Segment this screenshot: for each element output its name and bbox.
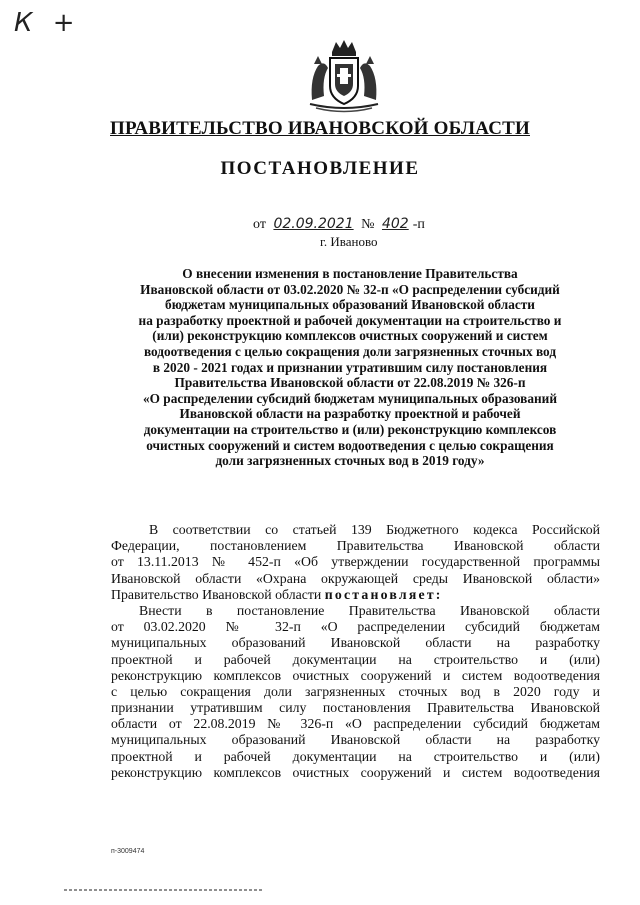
footer-document-code: п-3009474 — [111, 848, 145, 855]
paragraph-line: Федерации, постановлением Правительства Ивановской области — [111, 538, 600, 554]
coat-of-arms-emblem — [302, 38, 386, 116]
paragraph-line: Внести в постановление Правительства Ивановской области — [139, 602, 600, 618]
paragraph-line: проектной и рабочей документации на строительство и (или) — [111, 651, 600, 667]
document-date: 02.09.2021 — [273, 216, 354, 232]
paragraph-line — [111, 587, 600, 603]
heading-line: Правительства Ивановской области от 22.08.2019 № 326-п — [174, 375, 526, 391]
resolution-subject: Правительство Ивановской области — [111, 586, 322, 602]
heading-line: документации на строительство и (или) реконструкцию комплексов — [143, 421, 557, 437]
heading-line: очистных сооружений и систем водоотведения с целью сокращения — [146, 437, 554, 453]
paragraph-line: проектной и рабочей документации на строительство и (или) — [111, 748, 600, 764]
document-number: 402 — [381, 216, 409, 232]
paragraph-line: с целью сокращения доли загрязненных сточных вод в 2020 году и — [111, 683, 600, 699]
heading-line: на разработку проектной и рабочей документации на строительство и — [138, 312, 562, 328]
paragraph-line: Ивановской области «Охрана окружающей среды Ивановской области» — [111, 570, 600, 586]
handwritten-mark: К + — [14, 8, 81, 38]
paragraph-line: от 13.11.2013 № 452-п «Об утверждении государственной программы — [111, 554, 600, 570]
paragraph-line: реконструкцию комплексов очистных сооружений и систем водоотведения — [111, 764, 600, 780]
paragraph-line: от 03.02.2020 № 32-п «О распределении субсидий бюджетам — [111, 619, 600, 635]
paragraph-line: муниципальных образований Ивановской области на разработку — [111, 732, 600, 748]
paragraph-line: признании утратившим силу постановления Правительства Ивановской — [111, 700, 600, 716]
heading-line: О внесении изменения в постановление Правительства — [182, 266, 518, 281]
heading-line: Ивановской области от 03.02.2020 № 32-п «О распределении субсидий — [140, 281, 560, 297]
heading-line: «О распределении субсидий бюджетам муниципальных образований — [142, 390, 557, 406]
government-title: ПРАВИТЕЛЬСТВО ИВАНОВСКОЙ ОБЛАСТИ — [110, 118, 530, 139]
document-heading — [100, 266, 600, 469]
number-suffix: -п — [412, 217, 425, 232]
paragraph-line: области от 22.08.2019 № 326-п «О распределении субсидий бюджетам — [111, 716, 600, 732]
heading-line: (или) реконструкцию комплексов очистных сооружений и систем — [152, 328, 548, 344]
scan-artifact — [64, 889, 264, 891]
paragraph-line: реконструкцию комплексов очистных сооружений и систем водоотведения — [111, 667, 600, 683]
heading-line: водоотведения с целью сокращения доли загрязненных сточных вод — [143, 343, 557, 359]
city-line: г. Иваново — [320, 234, 378, 249]
date-prefix: от — [253, 217, 266, 232]
paragraph-line: В соответствии со статьей 139 Бюджетного кодекса Российской — [149, 522, 600, 537]
paragraph-line: муниципальных образований Ивановской области на разработку — [111, 635, 600, 651]
heading-line: доли загрязненных сточных вод в 2019 году» — [215, 453, 485, 469]
date-number-line — [253, 216, 425, 233]
heading-line: в 2020 - 2021 годах и признании утратившим силу постановления — [152, 359, 548, 375]
document-type-title: ПОСТАНОВЛЕНИЕ — [220, 158, 420, 179]
number-sign: № — [361, 217, 375, 232]
heading-line: бюджетам муниципальных образований Ивановской области — [165, 297, 535, 313]
resolution-keyword: постановляет: — [324, 586, 443, 602]
body-text — [111, 522, 600, 781]
heading-line: Ивановской области на разработку проектной и рабочей — [179, 406, 521, 422]
